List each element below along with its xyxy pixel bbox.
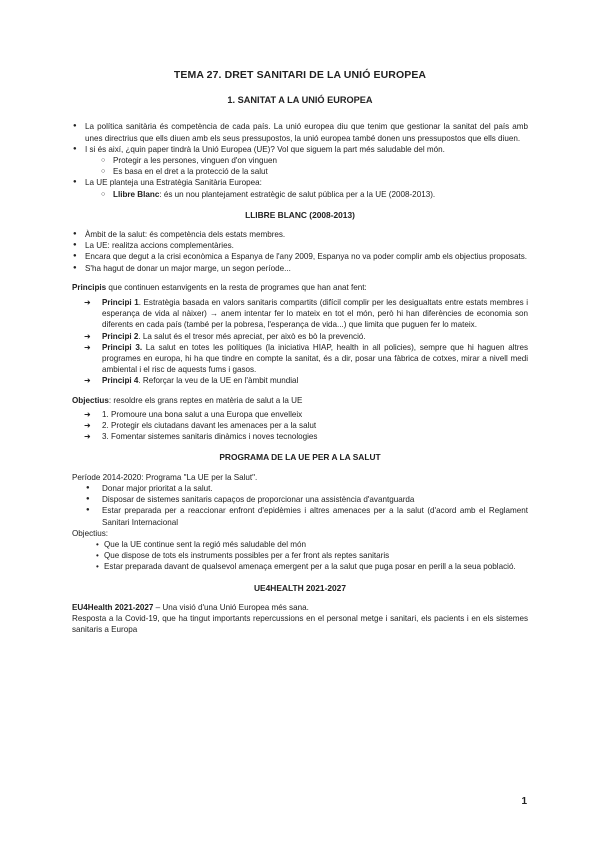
- bold-term: Principi 2: [102, 331, 139, 341]
- principis-intro: [72, 282, 528, 293]
- principle-item: [72, 375, 528, 386]
- document-page: [72, 64, 528, 635]
- paragraph-text: – Una visió d'una Unió Europea més sana.: [153, 602, 309, 612]
- list-item-text: La UE planteja una Estratègia Sanitària Europea:: [85, 178, 262, 188]
- section-heading-sanitat: 1. SANITAT A LA UNIÓ EUROPEA: [227, 95, 373, 106]
- list-item: • Que la UE continue sent la regió més saludable del món: [72, 539, 528, 550]
- bold-term: EU4Health 2021-2027: [72, 602, 154, 612]
- sublist-item: [85, 189, 528, 200]
- sublist-item-text: : és un nou plantejament estratègic de salut pública per a la UE (2008-2013).: [159, 189, 436, 199]
- list-item: ● La UE: realitza accions complementàries.: [72, 240, 528, 251]
- sanitat-list: [72, 121, 528, 199]
- programa-objectius-list: [72, 539, 528, 573]
- principle-text: . Reforçar la veu de la UE en l'àmbit mundial: [138, 376, 299, 386]
- principle-item: [72, 342, 528, 376]
- llibre-blanc-list: [72, 229, 528, 274]
- list-item: ● Estar preparada per a reaccionar enfront d'epidèmies i altres amenaces per a la salut (d'acord amb el Reglament Sanitari Internacional: [72, 505, 528, 527]
- bold-term: Principi 1: [102, 298, 139, 308]
- bold-term: Objectius: [72, 395, 109, 405]
- principle-text: . Estratègia basada en valors sanitaris compartits (difícil complir per les desigualtats entre estats membres i esperança de vida al nàixer) → anem intentar fer lo mateix en tot el món, però hi han diferències de economia son diferents en cada país (també per la pobresa, l'esperança de vida...) que limita que puguen fer lo mateix.: [102, 298, 528, 330]
- paragraph-text: que continuen estanvigents en la resta de programes que han anat fent:: [106, 282, 367, 292]
- bold-term: Principis: [72, 282, 107, 292]
- bold-term: Principi 4: [102, 376, 139, 386]
- bold-term: Llibre Blanc: [113, 189, 160, 199]
- programa-list: [72, 483, 528, 528]
- eu4health-line: [72, 602, 528, 613]
- section-heading-llibre-blanc: LLIBRE BLANC (2008-2013): [245, 209, 355, 220]
- section-heading-programa: PROGRAMA DE LA UE PER A LA SALUT: [219, 452, 381, 463]
- sublist-item: ○ Protegir a les persones, vinguen d'on vinguen: [85, 155, 528, 166]
- section-heading-eu4health: UE4HEALTH 2021-2027: [253, 582, 346, 593]
- list-item: • Que dispose de tots els instruments possibles per a fer front als reptes sanitaris: [72, 550, 528, 561]
- principle-text: . La salut és el tresor més apreciat, per això es bò la prevenció.: [138, 331, 366, 341]
- list-item: ● Encara que degut a la crisi econòmica a Espanya de l'any 2009, Espanya no va poder complir amb els objectius proposats.: [72, 251, 528, 262]
- list-item: [72, 144, 528, 178]
- list-item-text: I si és així, ¿quin paper tindrà la Unió Europea (UE)? Vol que siguem la part més saludable del món.: [85, 144, 445, 154]
- sublist: [85, 155, 528, 177]
- principle-item: [72, 297, 528, 331]
- principis-list: [72, 297, 528, 387]
- document-title: TEMA 27. DRET SANITARI DE LA UNIÓ EUROPEA: [173, 69, 427, 81]
- list-item: ● Disposar de sistemes sanitaris capaços de proporcionar una assistència d'avantguarda: [72, 494, 528, 505]
- list-item: ● Donar major prioritat a la salut.: [72, 483, 528, 494]
- list-item: [72, 177, 528, 199]
- eu4health-paragraph: Resposta a la Covid-19, que ha tingut importants repercussions en el personal metge i sanitari, els pacients i en els sistemes sanitaris a Europa: [72, 613, 528, 635]
- page-number: 1: [521, 796, 527, 807]
- objective-item: ➜ 3. Fomentar sistemes sanitaris dinàmics i noves tecnologies: [72, 431, 528, 442]
- programa-intro: Període 2014-2020: Programa "La UE per la Salut".: [72, 472, 258, 482]
- list-item: ● La política sanitària és competència de cada país. La unió europea diu que tenim que gestionar la sanitat del país amb unes directrius que ells diuen amb els seus pressupostos, la unió europea també donen uns pressupostos que ells diuen.: [72, 121, 528, 143]
- principle-item: [72, 331, 528, 342]
- principle-text: La salut en totes les polítiques (la iniciativa HIAP, health in all policies), sempre que hi haguen altres programes en europa, hi ha que tindre en compte la sanitat, és a dir, posar una fàbrica de cotxes, mirar a nivell medi ambiental i el risc de aquests fums i gasos.: [102, 342, 528, 375]
- paragraph-text: : resoldre els grans reptes en matèria de salut a la UE: [108, 395, 303, 405]
- objectius-intro: [72, 395, 528, 406]
- objectius-list: [72, 409, 528, 443]
- list-item: ● Àmbit de la salut: és competència dels estats membres.: [72, 229, 528, 240]
- sublist-item: ○ Es basa en el dret a la protecció de la salut: [85, 166, 528, 177]
- list-item: ● S'ha hagut de donar un major marge, un segon període...: [72, 263, 528, 274]
- sublist: [85, 189, 528, 200]
- objective-item: ➜ 1. Promoure una bona salut a una Europa que envelleix: [72, 409, 528, 420]
- list-item: • Estar preparada davant de qualsevol amenaça emergent per a la salut que puga posar en perill a la seua població.: [72, 561, 528, 572]
- programa-objectius-label: Objectius:: [72, 528, 108, 538]
- bold-term: Principi 3.: [102, 342, 143, 352]
- objective-item: ➜ 2. Protegir els ciutadans davant les amenaces per a la salut: [72, 420, 528, 431]
